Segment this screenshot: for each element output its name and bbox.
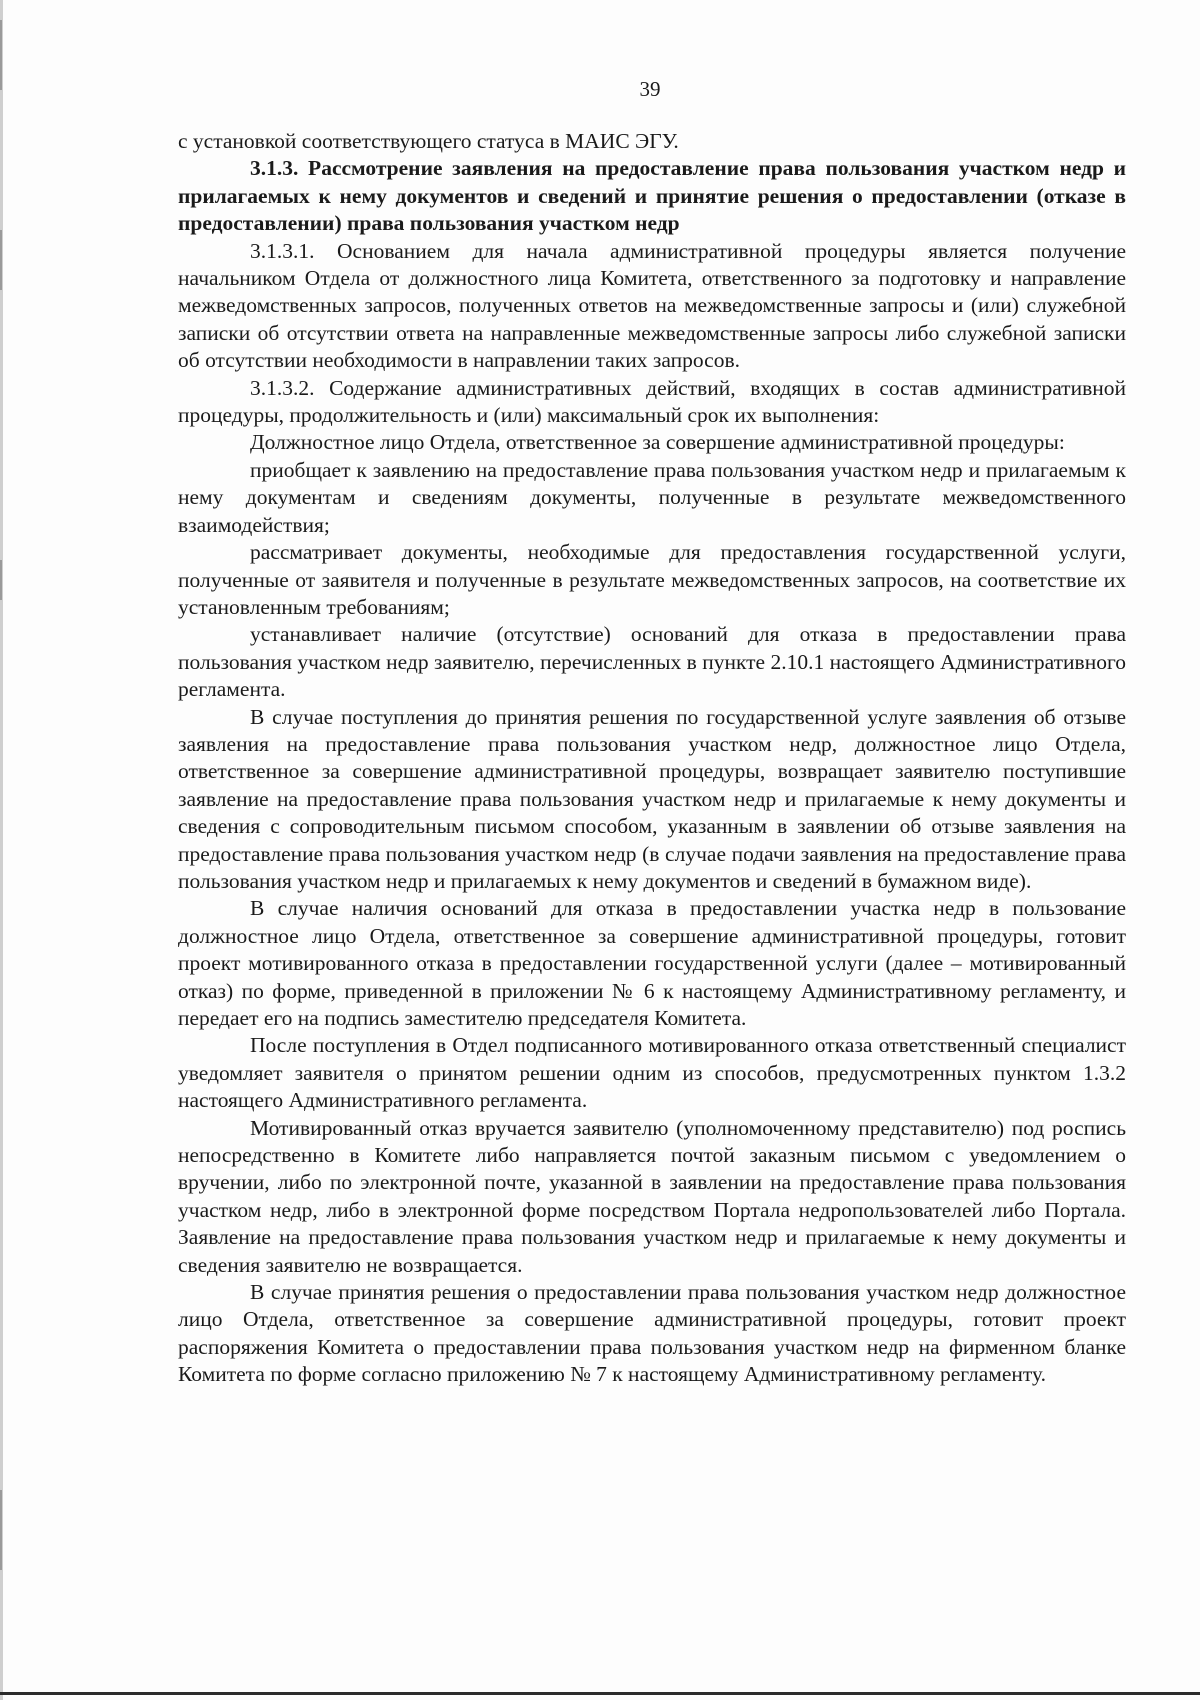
document-body [178, 128, 1126, 1389]
paragraph: 3.1.3.2. Содержание административных действий, входящих в состав административной процедуры, продолжительность и (или) максимальный срок их выполнения: [178, 375, 1126, 428]
paragraph: Мотивированный отказ вручается заявителю (уполномоченному представителю) под роспись непосредственно в Комитете либо направляется почтой заказным письмом с уведомлением о вручении, либо по электронной почте, указанной в заявлении на предоставление права пользования участком недр, либо в электронной форме посредством Портала недропользователей либо Портала. Заявление на предоставление права пользования участком недр и прилагаемые к нему документы и сведения заявителю не возвращается. [178, 1115, 1126, 1277]
paragraph: В случае принятия решения о предоставлении права пользования участком недр должностное лицо Отдела, ответственное за совершение административной процедуры, готовит проект распоряжения Комитета о предоставлении права пользования участком недр на фирменном бланке Комитета по форме согласно приложению № 7 к настоящему Административному регламенту. [178, 1280, 1126, 1387]
section-heading: 3.1.3. Рассмотрение заявления на предоставление права пользования участком недр и прилагаемых к нему документов и сведений и принятие решения о предоставлении (отказе в предоставлении) права пользования участком недр [178, 156, 1126, 236]
scan-bottom-rule [0, 1692, 1200, 1695]
paragraph: Должностное лицо Отдела, ответственное за совершение административной процедуры: [250, 430, 1065, 455]
paragraph: В случае поступления до принятия решения по государственной услуге заявления об отзыве заявления на предоставление права пользования участком недр, должностное лицо Отдела, ответственное за совершение административной процедуры, возвращает заявителю поступившие заявление на предоставление права пользования участком недр и прилагаемые к нему документы и сведения с сопроводительным письмом способом, указанным в заявлении об отзыве заявления на предоставление права пользования участком недр (в случае подачи заявления на предоставление права пользования участком недр и прилагаемых к нему документов и сведений в бумажном виде). [178, 704, 1126, 893]
scan-edge-mark [0, 560, 2, 600]
scan-edge-mark [0, 1490, 2, 1570]
paragraph: 3.1.3.1. Основанием для начала административной процедуры является получение начальником Отдела от должностного лица Комитета, ответственного за подготовку и направление межведомственных запросов, полученных ответов на межведомственные запросы и (или) служебной записки об отсутствии ответа на направленные межведомственные запросы либо служебной записки об отсутствии необходимости в направлении таких запросов. [178, 238, 1126, 373]
paragraph-continuation: с установкой соответствующего статуса в МАИС ЭГУ. [178, 129, 679, 153]
page-number: 39 [639, 77, 661, 101]
paragraph: приобщает к заявлению на предоставление права пользования участком недр и прилагаемым к нему документам и сведениям документы, полученные в результате межведомственного взаимодействия; [178, 457, 1126, 537]
scan-edge-mark [0, 230, 2, 290]
paragraph: В случае наличия оснований для отказа в предоставлении участка недр в пользование должностное лицо Отдела, ответственное за совершение административной процедуры, готовит проект мотивированного отказа в предоставлении государственной услуги (далее – мотивированный отказ) по форме, приведенной в приложении № 6 к настоящему Административному регламенту, и передает его на подпись заместителю председателя Комитета. [178, 896, 1126, 1030]
paragraph: рассматривает документы, необходимые для предоставления государственной услуги, полученные от заявителя и полученные в результате межведомственных запросов, на соответствие их установленным требованиям; [178, 540, 1126, 619]
paragraph: После поступления в Отдел подписанного мотивированного отказа ответственный специалист уведомляет заявителя о принятом решении одним из способов, предусмотренных пунктом 1.3.2 настоящего Административного регламента. [178, 1033, 1126, 1113]
paragraph: устанавливает наличие (отсутствие) оснований для отказа в предоставлении права пользования участком недр заявителю, перечисленных в пункте 2.10.1 настоящего Административного регламента. [178, 622, 1126, 702]
